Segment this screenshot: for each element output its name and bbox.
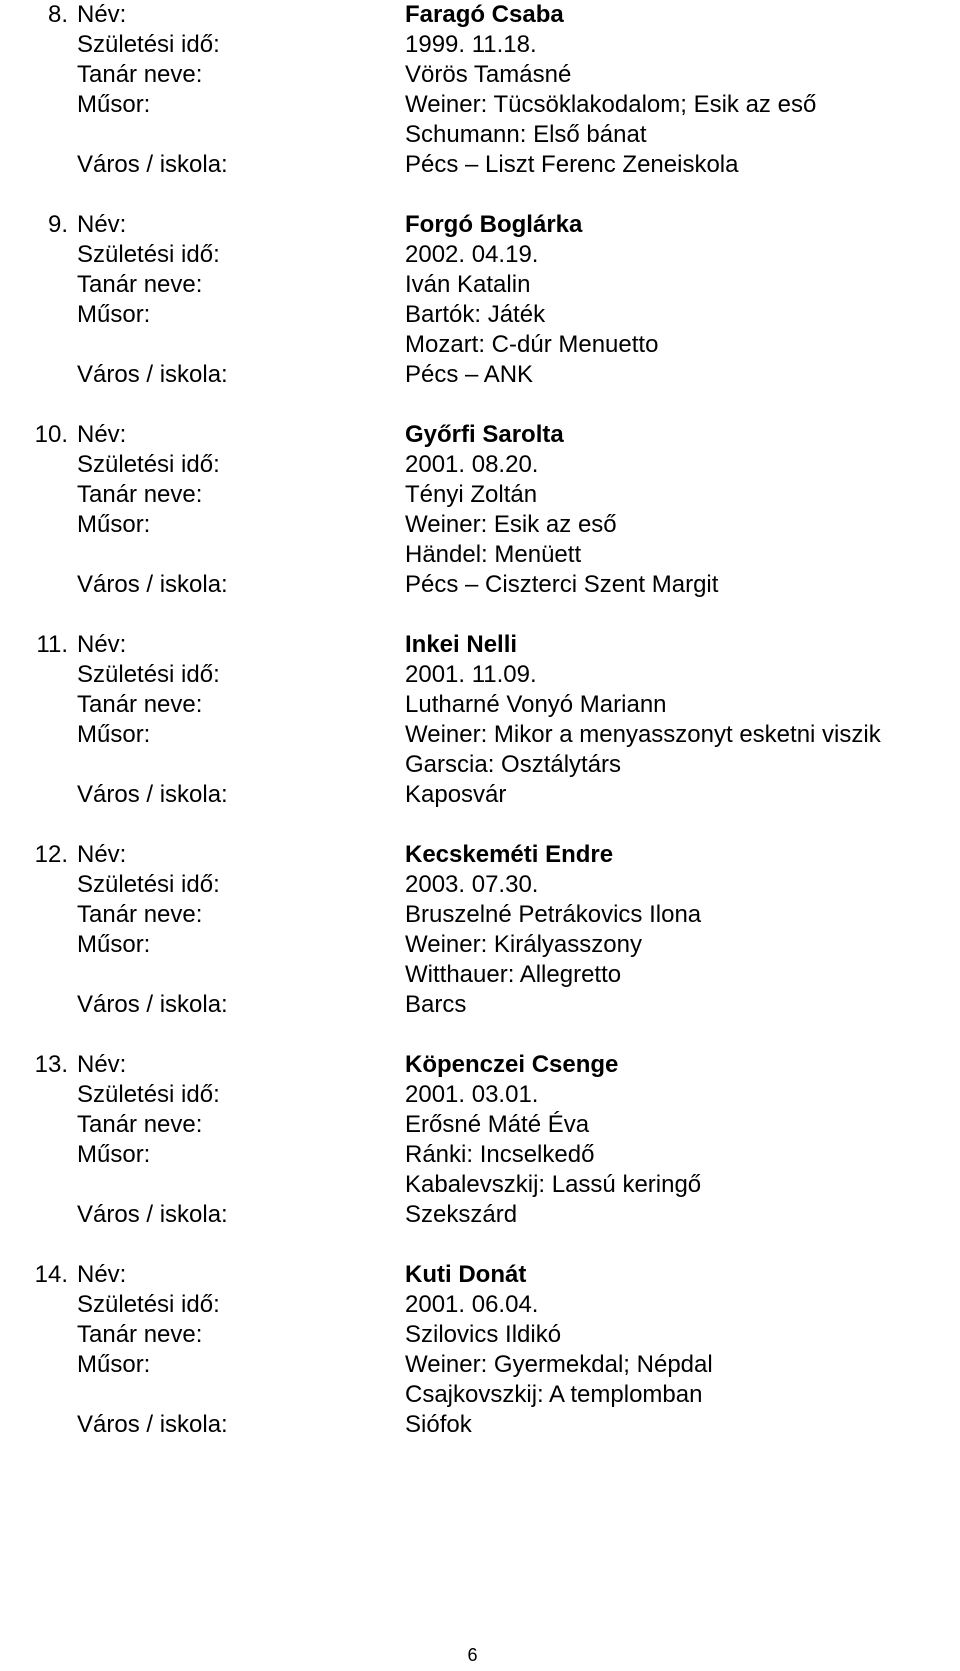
entry-number: 14. xyxy=(34,1261,68,1288)
field-label: Név: xyxy=(77,421,127,448)
participant-name: Köpenczei Csenge xyxy=(405,1051,619,1078)
entry-row xyxy=(0,420,960,450)
entry-row xyxy=(0,690,960,720)
field-value: Weiner: Királyasszony xyxy=(405,931,642,958)
field-label: Műsor: xyxy=(77,91,151,118)
entry-row xyxy=(0,330,960,360)
field-value: Mozart: C-dúr Menuetto xyxy=(405,331,659,358)
entry-row xyxy=(0,1110,960,1140)
field-value: Weiner: Mikor a menyasszonyt esketni viszik xyxy=(405,721,881,748)
field-value: 2003. 07.30. xyxy=(405,871,539,898)
field-label: Város / iskola: xyxy=(77,1201,228,1228)
field-value: Szekszárd xyxy=(405,1201,518,1228)
entry-row xyxy=(0,480,960,510)
field-label: Név: xyxy=(77,1,127,28)
entry-row xyxy=(0,930,960,960)
field-value: Witthauer: Allegretto xyxy=(405,961,622,988)
field-label: Város / iskola: xyxy=(77,991,228,1018)
field-value: 1999. 11.18. xyxy=(405,31,537,58)
entry-row xyxy=(0,1140,960,1170)
field-label: Műsor: xyxy=(77,301,151,328)
entry-row xyxy=(0,870,960,900)
field-label: Műsor: xyxy=(77,1141,151,1168)
field-label: Műsor: xyxy=(77,931,151,958)
entry-row xyxy=(0,1200,960,1230)
field-value: 2001. 08.20. xyxy=(405,451,539,478)
field-value: Händel: Menüett xyxy=(405,541,582,568)
participant-name: Győrfi Sarolta xyxy=(405,421,564,448)
entry-row xyxy=(0,570,960,600)
participant-name: Faragó Csaba xyxy=(405,1,564,28)
field-value: Weiner: Esik az eső xyxy=(405,511,617,538)
entry-row xyxy=(0,1170,960,1200)
field-label: Születési idő: xyxy=(77,241,220,268)
field-value: Tényi Zoltán xyxy=(405,481,538,508)
field-label: Tanár neve: xyxy=(77,271,203,298)
field-value: Vörös Tamásné xyxy=(405,61,572,88)
entry-row xyxy=(0,270,960,300)
entry-row xyxy=(0,750,960,780)
field-value: Ránki: Incselkedő xyxy=(405,1141,595,1168)
field-value: Pécs – Ciszterci Szent Margit xyxy=(405,571,719,598)
field-value: Pécs – Liszt Ferenc Zeneiskola xyxy=(405,151,739,178)
field-value: Weiner: Tücsöklakodalom; Esik az eső xyxy=(405,91,817,118)
participant-entry xyxy=(0,1260,960,1440)
field-label: Tanár neve: xyxy=(77,61,203,88)
field-label: Születési idő: xyxy=(77,31,220,58)
entry-row xyxy=(0,60,960,90)
field-value: Erősné Máté Éva xyxy=(405,1111,590,1138)
entry-row xyxy=(0,1050,960,1080)
field-value: Bruszelné Petrákovics Ilona xyxy=(405,901,702,928)
field-label: Születési idő: xyxy=(77,661,220,688)
entry-number: 9. xyxy=(47,211,68,238)
field-value: Bartók: Játék xyxy=(405,301,546,328)
entry-row xyxy=(0,150,960,180)
entry-row xyxy=(0,30,960,60)
entry-number: 13. xyxy=(34,1051,68,1078)
field-label: Tanár neve: xyxy=(77,691,203,718)
entry-row xyxy=(0,0,960,30)
field-value: 2001. 03.01. xyxy=(405,1081,539,1108)
entry-number: 11. xyxy=(36,631,68,658)
entry-number: 12. xyxy=(34,841,68,868)
entry-row xyxy=(0,1350,960,1380)
entry-row xyxy=(0,1260,960,1290)
entry-row xyxy=(0,990,960,1020)
field-value: Schumann: Első bánat xyxy=(405,121,647,148)
participant-entry xyxy=(0,840,960,1020)
entry-row xyxy=(0,1320,960,1350)
field-label: Név: xyxy=(77,841,127,868)
field-value: Garscia: Osztálytárs xyxy=(405,751,622,778)
field-value: Szilovics Ildikó xyxy=(405,1321,562,1348)
field-label: Műsor: xyxy=(77,721,151,748)
participant-entry xyxy=(0,630,960,810)
field-label: Műsor: xyxy=(77,1351,151,1378)
participant-name: Kuti Donát xyxy=(405,1261,527,1288)
field-label: Város / iskola: xyxy=(77,1411,228,1438)
entry-row xyxy=(0,1380,960,1410)
entry-row xyxy=(0,960,960,990)
participant-entry xyxy=(0,210,960,390)
field-label: Születési idő: xyxy=(77,1291,220,1318)
field-value: Pécs – ANK xyxy=(405,361,534,388)
field-value: Barcs xyxy=(405,991,467,1018)
field-value: 2002. 04.19. xyxy=(405,241,539,268)
participant-entry xyxy=(0,1050,960,1230)
field-value: Iván Katalin xyxy=(405,271,531,298)
field-label: Város / iskola: xyxy=(77,571,228,598)
entry-row xyxy=(0,900,960,930)
entry-row xyxy=(0,90,960,120)
field-label: Műsor: xyxy=(77,511,151,538)
entry-row xyxy=(0,1080,960,1110)
entry-row xyxy=(0,360,960,390)
field-label: Város / iskola: xyxy=(77,781,228,808)
participant-entry xyxy=(0,420,960,600)
entry-number: 8. xyxy=(47,1,68,28)
field-value: 2001. 11.09. xyxy=(405,661,537,688)
field-value: Siófok xyxy=(405,1411,472,1438)
field-label: Tanár neve: xyxy=(77,1111,203,1138)
field-value: Weiner: Gyermekdal; Népdal xyxy=(405,1351,713,1378)
field-value: Lutharné Vonyó Mariann xyxy=(405,691,667,718)
participant-entry xyxy=(0,0,960,180)
field-label: Név: xyxy=(77,1051,127,1078)
field-label: Születési idő: xyxy=(77,451,220,478)
field-label: Tanár neve: xyxy=(77,481,203,508)
field-label: Név: xyxy=(77,1261,127,1288)
field-value: 2001. 06.04. xyxy=(405,1291,539,1318)
field-label: Születési idő: xyxy=(77,1081,220,1108)
entry-row xyxy=(0,240,960,270)
field-value: Kabalevszkij: Lassú keringő xyxy=(405,1171,702,1198)
page-number: 6 xyxy=(467,1645,478,1665)
entry-row xyxy=(0,1410,960,1440)
entry-row xyxy=(0,450,960,480)
entry-row xyxy=(0,630,960,660)
entry-row xyxy=(0,720,960,750)
field-value: Kaposvár xyxy=(405,781,507,808)
entry-row xyxy=(0,1290,960,1320)
field-label: Tanár neve: xyxy=(77,901,203,928)
field-label: Tanár neve: xyxy=(77,1321,203,1348)
field-label: Város / iskola: xyxy=(77,361,228,388)
field-label: Név: xyxy=(77,631,127,658)
participant-name: Forgó Boglárka xyxy=(405,211,583,238)
field-label: Születési idő: xyxy=(77,871,220,898)
entry-row xyxy=(0,540,960,570)
participant-name: Inkei Nelli xyxy=(405,631,518,658)
entry-row xyxy=(0,120,960,150)
participant-name: Kecskeméti Endre xyxy=(405,841,614,868)
field-label: Város / iskola: xyxy=(77,151,228,178)
entry-row xyxy=(0,780,960,810)
entry-row xyxy=(0,510,960,540)
entry-row xyxy=(0,660,960,690)
field-label: Név: xyxy=(77,211,127,238)
entry-number: 10. xyxy=(34,421,68,448)
field-value: Csajkovszkij: A templomban xyxy=(405,1381,703,1408)
entry-row xyxy=(0,300,960,330)
entry-row xyxy=(0,840,960,870)
entry-row xyxy=(0,210,960,240)
